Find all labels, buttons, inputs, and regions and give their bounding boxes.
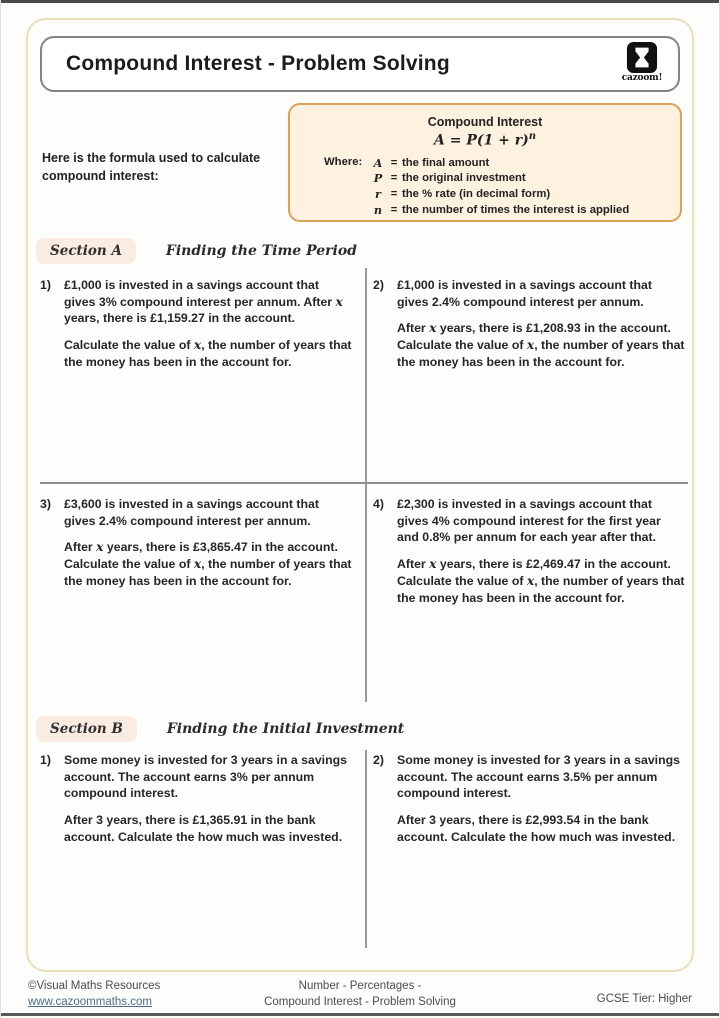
definition-row: A = the final amount [373, 155, 490, 170]
footer-website-link[interactable]: www.cazoommaths.com [28, 996, 152, 1009]
page-left-edge [0, 0, 1, 1018]
section-b-pill: Section B [36, 716, 137, 742]
question-number: 2) [373, 753, 384, 767]
section-a-header [36, 238, 357, 264]
page-bottom-edge [0, 1013, 720, 1016]
cazoom-logo-word: cazoom! [621, 73, 663, 83]
question-number: 2) [373, 278, 384, 292]
page-top-edge [0, 0, 720, 3]
section-b-column-divider [365, 750, 367, 948]
section-a-row-divider [40, 482, 688, 484]
question-number: 3) [40, 497, 51, 511]
title-bar [40, 36, 680, 92]
formula-definitions [324, 156, 680, 219]
question-a1 [40, 277, 352, 381]
footer-attribution [28, 978, 160, 1010]
definition-row: P = the original investment [373, 171, 526, 186]
footer-topic-line2: Compound Interest - Problem Solving [264, 996, 456, 1009]
section-a-pill: Section A [36, 238, 136, 264]
section-a-title: Finding the Time Period [165, 243, 357, 259]
question-text: £1,000 is invested in a savings account that gives 3% compound interest per annum. After x years, there is £1,159.27 in the account. Calculate the value of x, the number of years that the money has been in the account for. [64, 278, 352, 369]
question-text: £1,000 is invested in a savings account that gives 2.4% compound interest per annum. After x years, there is £1,208.93 in the account. Calculate the value of x, the number of years that the money has been in the account for. [397, 278, 685, 369]
question-a4 [373, 496, 685, 616]
footer-tier: GCSE Tier: Higher [596, 993, 692, 1005]
question-number: 1) [40, 753, 51, 767]
footer-topic [160, 978, 560, 1010]
cazoom-logo [614, 41, 670, 83]
question-a2 [373, 277, 685, 381]
question-b1 [40, 752, 352, 856]
section-a-column-divider [365, 268, 367, 702]
question-text: £3,600 is invested in a savings account that gives 2.4% compound interest per annum. After x years, there is £3,865.47 in the account. Calculate the value of x, the number of years that the money has been in the account for. [64, 497, 352, 588]
section-b-title: Finding the Initial Investment [166, 721, 405, 737]
question-text: £2,300 is invested in a savings account that gives 4% compound interest for the first year and 0.8% per annum for each year after that. After x years, there is £2,469.47 in the account. Calculate the value of x, the number of years that the money has been in the account for. [397, 497, 685, 605]
definition-row: r = the % rate (in decimal form) [375, 187, 551, 202]
intro-text: Here is the formula used to calculate compound interest: [42, 151, 261, 183]
footer-topic-line1: Number - Percentages - [298, 980, 422, 992]
question-text: Some money is invested for 3 years in a savings account. The account earns 3% per annum compound interest. After 3 years, there is £1,365.91 in the bank account. Calculate the how much was invested. [64, 753, 347, 844]
question-a3 [40, 496, 352, 600]
cazoom-logo-icon [626, 41, 658, 74]
definition-row: n = the number of times the interest is applied [373, 203, 630, 218]
section-b-header [36, 716, 404, 742]
where-label: Where: [324, 155, 363, 168]
question-text: Some money is invested for 3 years in a savings account. The account earns 3.5% per annum compound interest. After 3 years, there is £2,993.54 in the bank account. Calculate the how much was invested. [397, 753, 680, 844]
footer-copyright: ©Visual Maths Resources [28, 980, 161, 992]
question-number: 4) [373, 497, 384, 511]
definition-list [370, 156, 629, 219]
formula-box-title: Compound Interest [427, 115, 543, 129]
question-b2 [373, 752, 685, 856]
page-title: Compound Interest - Problem Solving [66, 52, 450, 75]
formula-box [288, 103, 682, 222]
compound-interest-formula: $A = P(1 + r)^n$ [433, 131, 536, 149]
question-number: 1) [40, 278, 51, 292]
